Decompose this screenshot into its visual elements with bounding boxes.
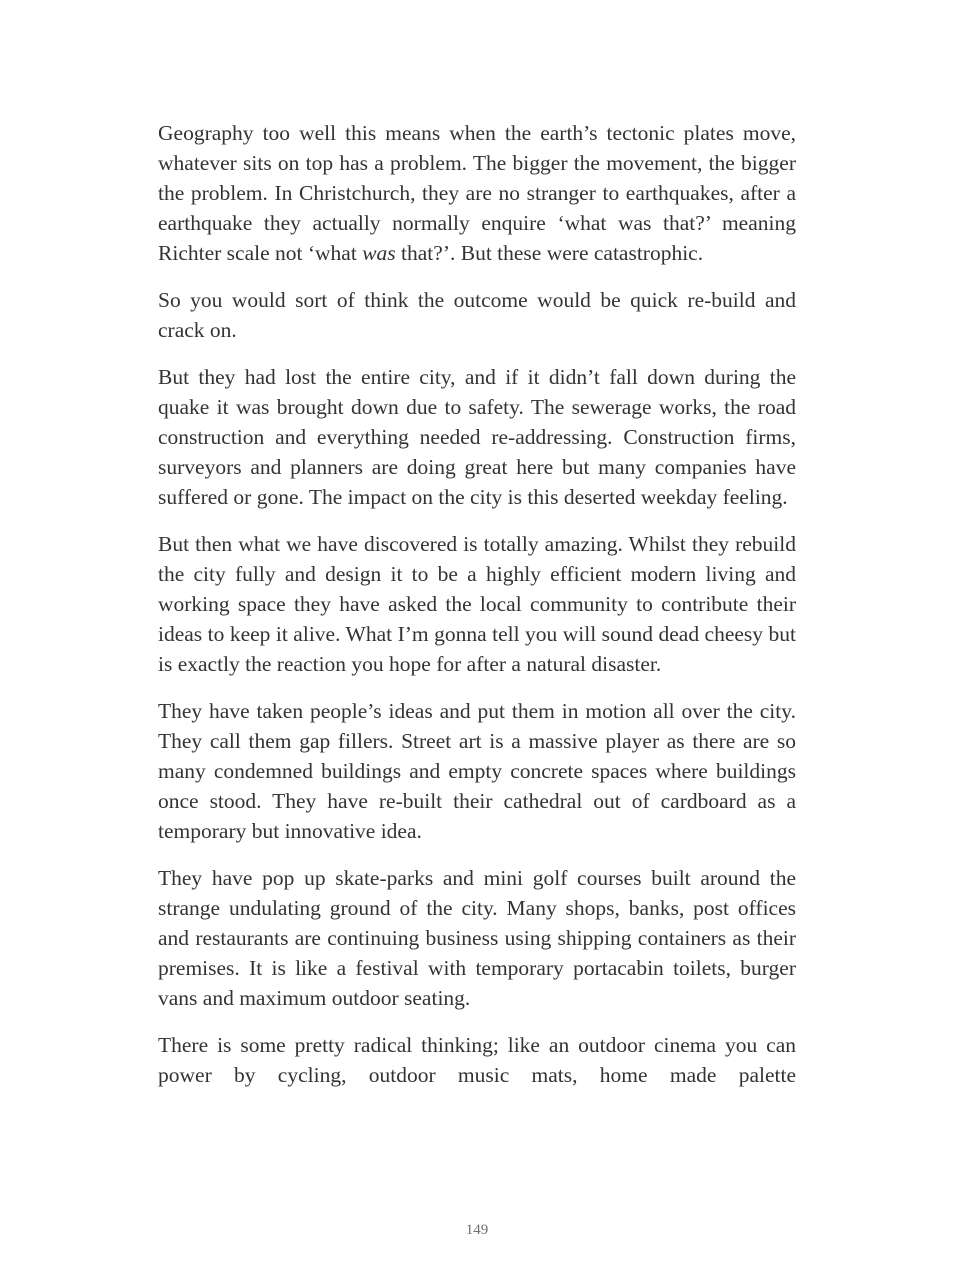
paragraph-3-text: But they had lost the entire city, and if it didn’t fall down during the quake it was brought down due to safety. The sewerage works, the road construction and everything needed re-addressing. Construction firms, surveyors and planners are doing great here but many companies have suffered or gone. The impact on the city is this deserted weekday feeling. <box>158 365 796 509</box>
body-text <box>158 118 796 1090</box>
paragraph-6-text: They have pop up skate-parks and mini golf courses built around the strange undulating ground of the city. Many shops, banks, post offices and restaurants are continuing business using shipping containers as their premises. It is like a festival with temporary portacabin toilets, burger vans and maximum outdoor seating. <box>158 866 796 1010</box>
paragraph-4-text: But then what we have discovered is totally amazing. Whilst they rebuild the city fully and design it to be a highly efficient modern living and working space they have asked the local community to contribute their ideas to keep it alive. What I’m gonna tell you will sound dead cheesy but is exactly the reaction you hope for after a natural disaster. <box>158 532 796 676</box>
paragraph-1 <box>158 118 796 268</box>
paragraph-2 <box>158 285 796 345</box>
paragraph-7-text: There is some pretty radical thinking; like an outdoor cinema you can power by cycling, outdoor music mats, home made palette <box>158 1033 796 1087</box>
paragraph-1-text-b: that?’. But these were catastrophic. <box>395 241 704 265</box>
paragraph-5 <box>158 696 796 846</box>
paragraph-4 <box>158 529 796 679</box>
paragraph-5-text: They have taken people’s ideas and put them in motion all over the city. They call them gap fillers. Street art is a massive player as there are so many condemned buildings and empty concrete spaces where buildings once stood. They have re-built their cathedral out of cardboard as a temporary but innovative idea. <box>158 699 796 843</box>
paragraph-1-emphasis: was <box>362 241 396 265</box>
page-number: 149 <box>465 1222 489 1238</box>
paragraph-2-text: So you would sort of think the outcome would be quick re-build and crack on. <box>158 288 796 342</box>
paragraph-7 <box>158 1030 796 1090</box>
paragraph-3 <box>158 362 796 512</box>
paragraph-1-text-a: Geography too well this means when the earth’s tectonic plates move, whatever sits on top has a problem. The bigger the movement, the bigger the problem. In Christchurch, they are no stranger to earthquakes, after a earthquake they actually normally enquire ‘what was that?’ meaning Richter scale not ‘what <box>158 121 796 265</box>
paragraph-6 <box>158 863 796 1013</box>
